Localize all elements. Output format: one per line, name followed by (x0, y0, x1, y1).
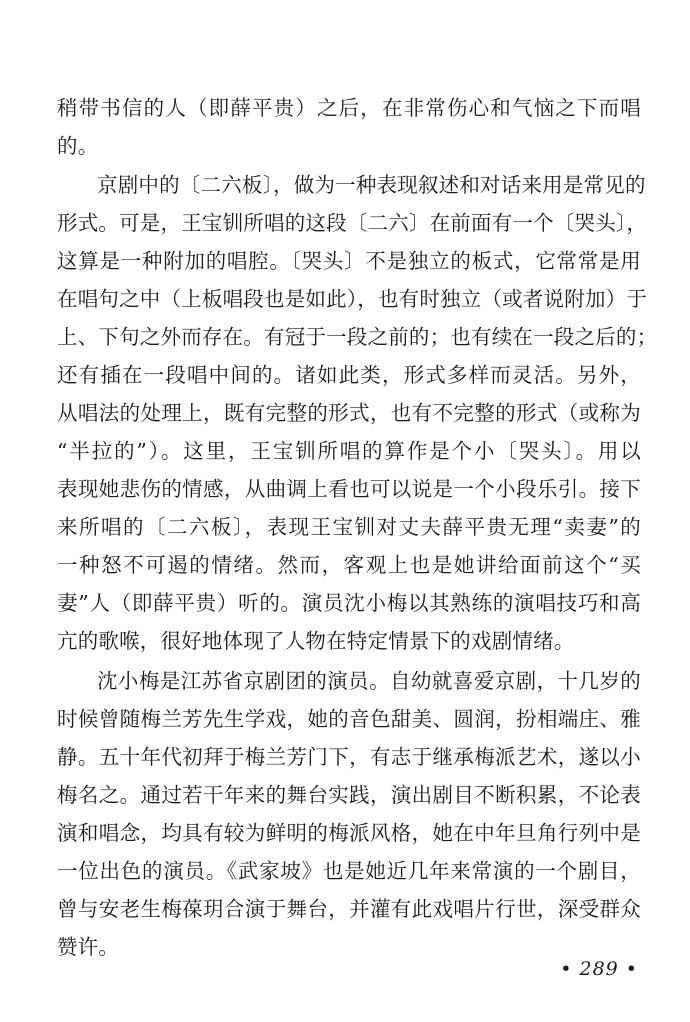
text-line: 曾与安老生梅葆玥合演于舞台，并灌有此戏唱片行世，深受群众 (57, 897, 641, 921)
text-line: 梅名之。通过若干年来的舞台实践，演出剧目不断积累，不论表 (57, 783, 641, 807)
text-line: 上、下句之外而存在。有冠于一段之前的；也有续在一段之后的； (57, 325, 658, 349)
text-line: 妻”人（即薛平贵）听的。演员沈小梅以其熟练的演唱技巧和高 (57, 591, 641, 615)
text-line: 形式。可是，王宝钏所唱的这段〔二六〕在前面有一个〔哭头〕， (57, 211, 648, 235)
text-line: 京剧中的〔二六板〕，做为一种表现叙述和对话来用是常见的 (97, 173, 646, 197)
text-line: 稍带书信的人（即薛平贵）之后，在非常伤心和气恼之下而唱 (57, 96, 641, 120)
text-line: 来所唱的〔二六板〕，表现王宝钏对丈夫薛平贵无理“卖妻”的 (57, 515, 641, 539)
text-line: 这算是一种附加的唱腔。〔哭头〕不是独立的板式，它常常是用 (57, 249, 641, 273)
text-line: 一位出色的演员。《武家坡》也是她近几年来常演的一个剧目， (57, 859, 641, 883)
page-number: • 289 • (560, 958, 638, 980)
text-line: 亢的歌喉，很好地体现了人物在特定情景下的戏剧情绪。 (57, 629, 575, 653)
text-line: 一种怒不可遏的情绪。然而，客观上也是她讲给面前这个“买 (57, 553, 641, 577)
text-line: 还有插在一段唱中间的。诸如此类，形式多样而灵活。另外， (57, 363, 641, 387)
text-line: 的。 (57, 134, 99, 158)
text-line: 在唱句之中（上板唱段也是如此），也有时独立（或者说附加）于 (57, 287, 648, 311)
text-line: 时候曾随梅兰芳先生学戏，她的音色甜美、圆润，扮相端庄、雅 (57, 707, 641, 731)
text-line: 表现她悲伤的情感，从曲调上看也可以说是一个小段乐引。接下 (57, 477, 641, 501)
text-line: 静。五十年代初拜于梅兰芳门下，有志于继承梅派艺术，遂以小 (57, 745, 641, 769)
text-line: “半拉的”）。这里，王宝钏所唱的算作是个小〔哭头〕。用以 (57, 439, 641, 463)
text-line: 赞许。 (57, 935, 120, 959)
text-line: 沈小梅是江苏省京剧团的演员。自幼就喜爱京剧，十几岁的 (97, 669, 641, 693)
text-line: 演和唱念，均具有较为鲜明的梅派风格，她在中年旦角行列中是 (57, 821, 641, 845)
text-line: 从唱法的处理上，既有完整的形式，也有不完整的形式（或称为 (57, 401, 641, 425)
